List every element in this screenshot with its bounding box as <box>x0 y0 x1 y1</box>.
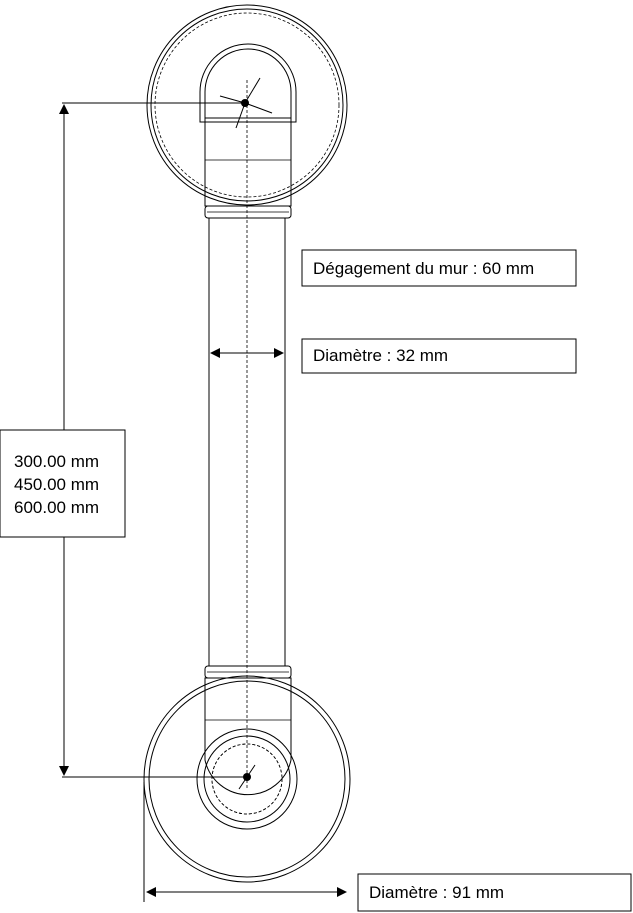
length-label <box>0 430 125 537</box>
tube-diameter-label <box>302 339 576 373</box>
top-collar <box>205 118 291 218</box>
flange-diameter-text: Diamètre : 91 mm <box>369 883 505 902</box>
wall-clearance-label <box>302 250 576 286</box>
length-text-3: 600.00 mm <box>14 498 100 517</box>
length-text-1: 300.00 mm <box>14 452 100 471</box>
length-text-2: 450.00 mm <box>14 475 100 494</box>
flange-diameter-dimension <box>144 782 346 902</box>
flange-diameter-label <box>358 874 631 911</box>
wall-clearance-text: Dégagement du mur : 60 mm <box>313 259 535 278</box>
tube-diameter-text: Diamètre : 32 mm <box>313 346 449 365</box>
